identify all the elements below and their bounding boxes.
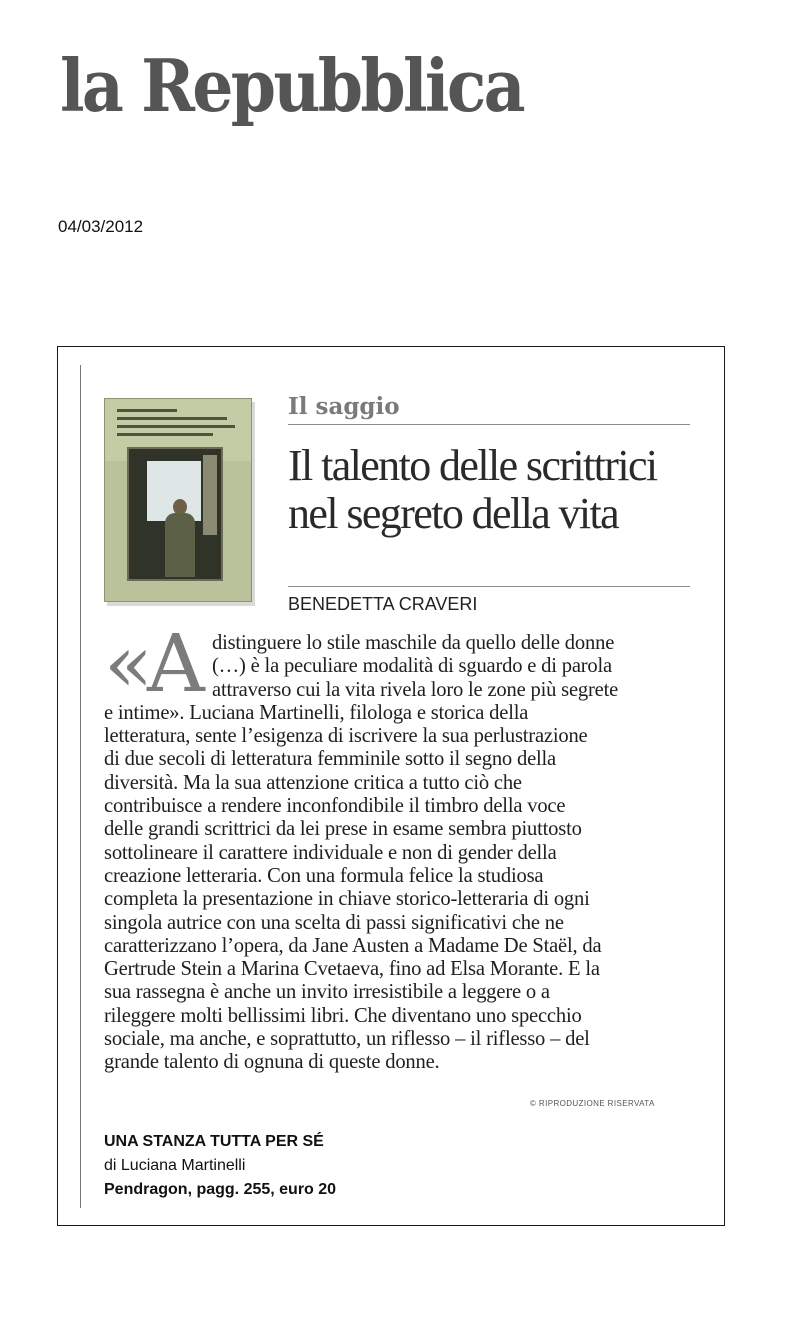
body-line: (…) è la peculiare modalità di sguardo e di parola [212, 655, 612, 678]
body-line: Gertrude Stein a Marina Cvetaeva, fino ad Elsa Morante. E la [104, 958, 600, 981]
publication-date: 04/03/2012 [58, 217, 144, 236]
article-body [104, 632, 704, 1075]
book-author: di Luciana Martinelli [104, 1157, 246, 1174]
section-kicker: Il saggio [288, 393, 400, 420]
body-line: completa la presentazione in chiave storico-letteraria di ogni [104, 888, 590, 911]
body-line: caratterizzano l’opera, da Jane Austen a Madame De Staël, da [104, 934, 602, 957]
kicker-divider [288, 424, 690, 425]
body-line: sua rassegna è anche un invito irresistibile a leggere o a [104, 981, 550, 1004]
article-headline: Il talento delle scrittrici nel segreto della vita [288, 441, 657, 538]
article-byline: BENEDETTA CRAVERI [288, 594, 478, 614]
body-line: singola autrice con una scelta di passi significativi che ne [104, 911, 564, 934]
book-publisher-info: Pendragon, pagg. 255, euro 20 [104, 1181, 337, 1198]
body-line: grande talento di ognuna di queste donne. [104, 1051, 440, 1074]
body-line: creazione letteraria. Con una formula felice la studiosa [104, 864, 544, 887]
drop-cap: «A [104, 617, 199, 710]
body-line: e intime». Luciana Martinelli, filologa e storica della [104, 701, 529, 724]
book-cover-image [104, 398, 252, 602]
body-line: sociale, ma anche, e soprattutto, un riflesso – il riflesso – del [104, 1028, 590, 1051]
body-line: rileggere molti bellissimi libri. Che diventano uno specchio [104, 1004, 582, 1027]
body-line: attraverso cui la vita rivela loro le zone più segrete [212, 678, 619, 701]
body-line: di due secoli di letteratura femminile sotto il segno della [104, 748, 557, 771]
masthead-logo: la Repubblica [60, 43, 523, 128]
body-line: sottolineare il carattere individuale e non di gender della [104, 841, 557, 864]
copyright-notice: © RIPRODUZIONE RISERVATA [530, 1099, 655, 1108]
book-title: UNA STANZA TUTTA PER SÉ [104, 1133, 324, 1150]
body-line: distinguere lo stile maschile da quello delle donne [212, 632, 615, 654]
body-line: contribuisce a rendere inconfondibile il timbro della voce [104, 795, 566, 818]
body-line: letteratura, sente l’esigenza di iscrivere la sua perlustrazione [104, 725, 588, 748]
body-line: diversità. Ma la sua attenzione critica a tutto ciò che [104, 771, 522, 794]
body-line: delle grandi scrittrici da lei prese in esame sembra piuttosto [104, 818, 582, 841]
byline-divider [288, 586, 690, 587]
column-rule [80, 365, 81, 1208]
